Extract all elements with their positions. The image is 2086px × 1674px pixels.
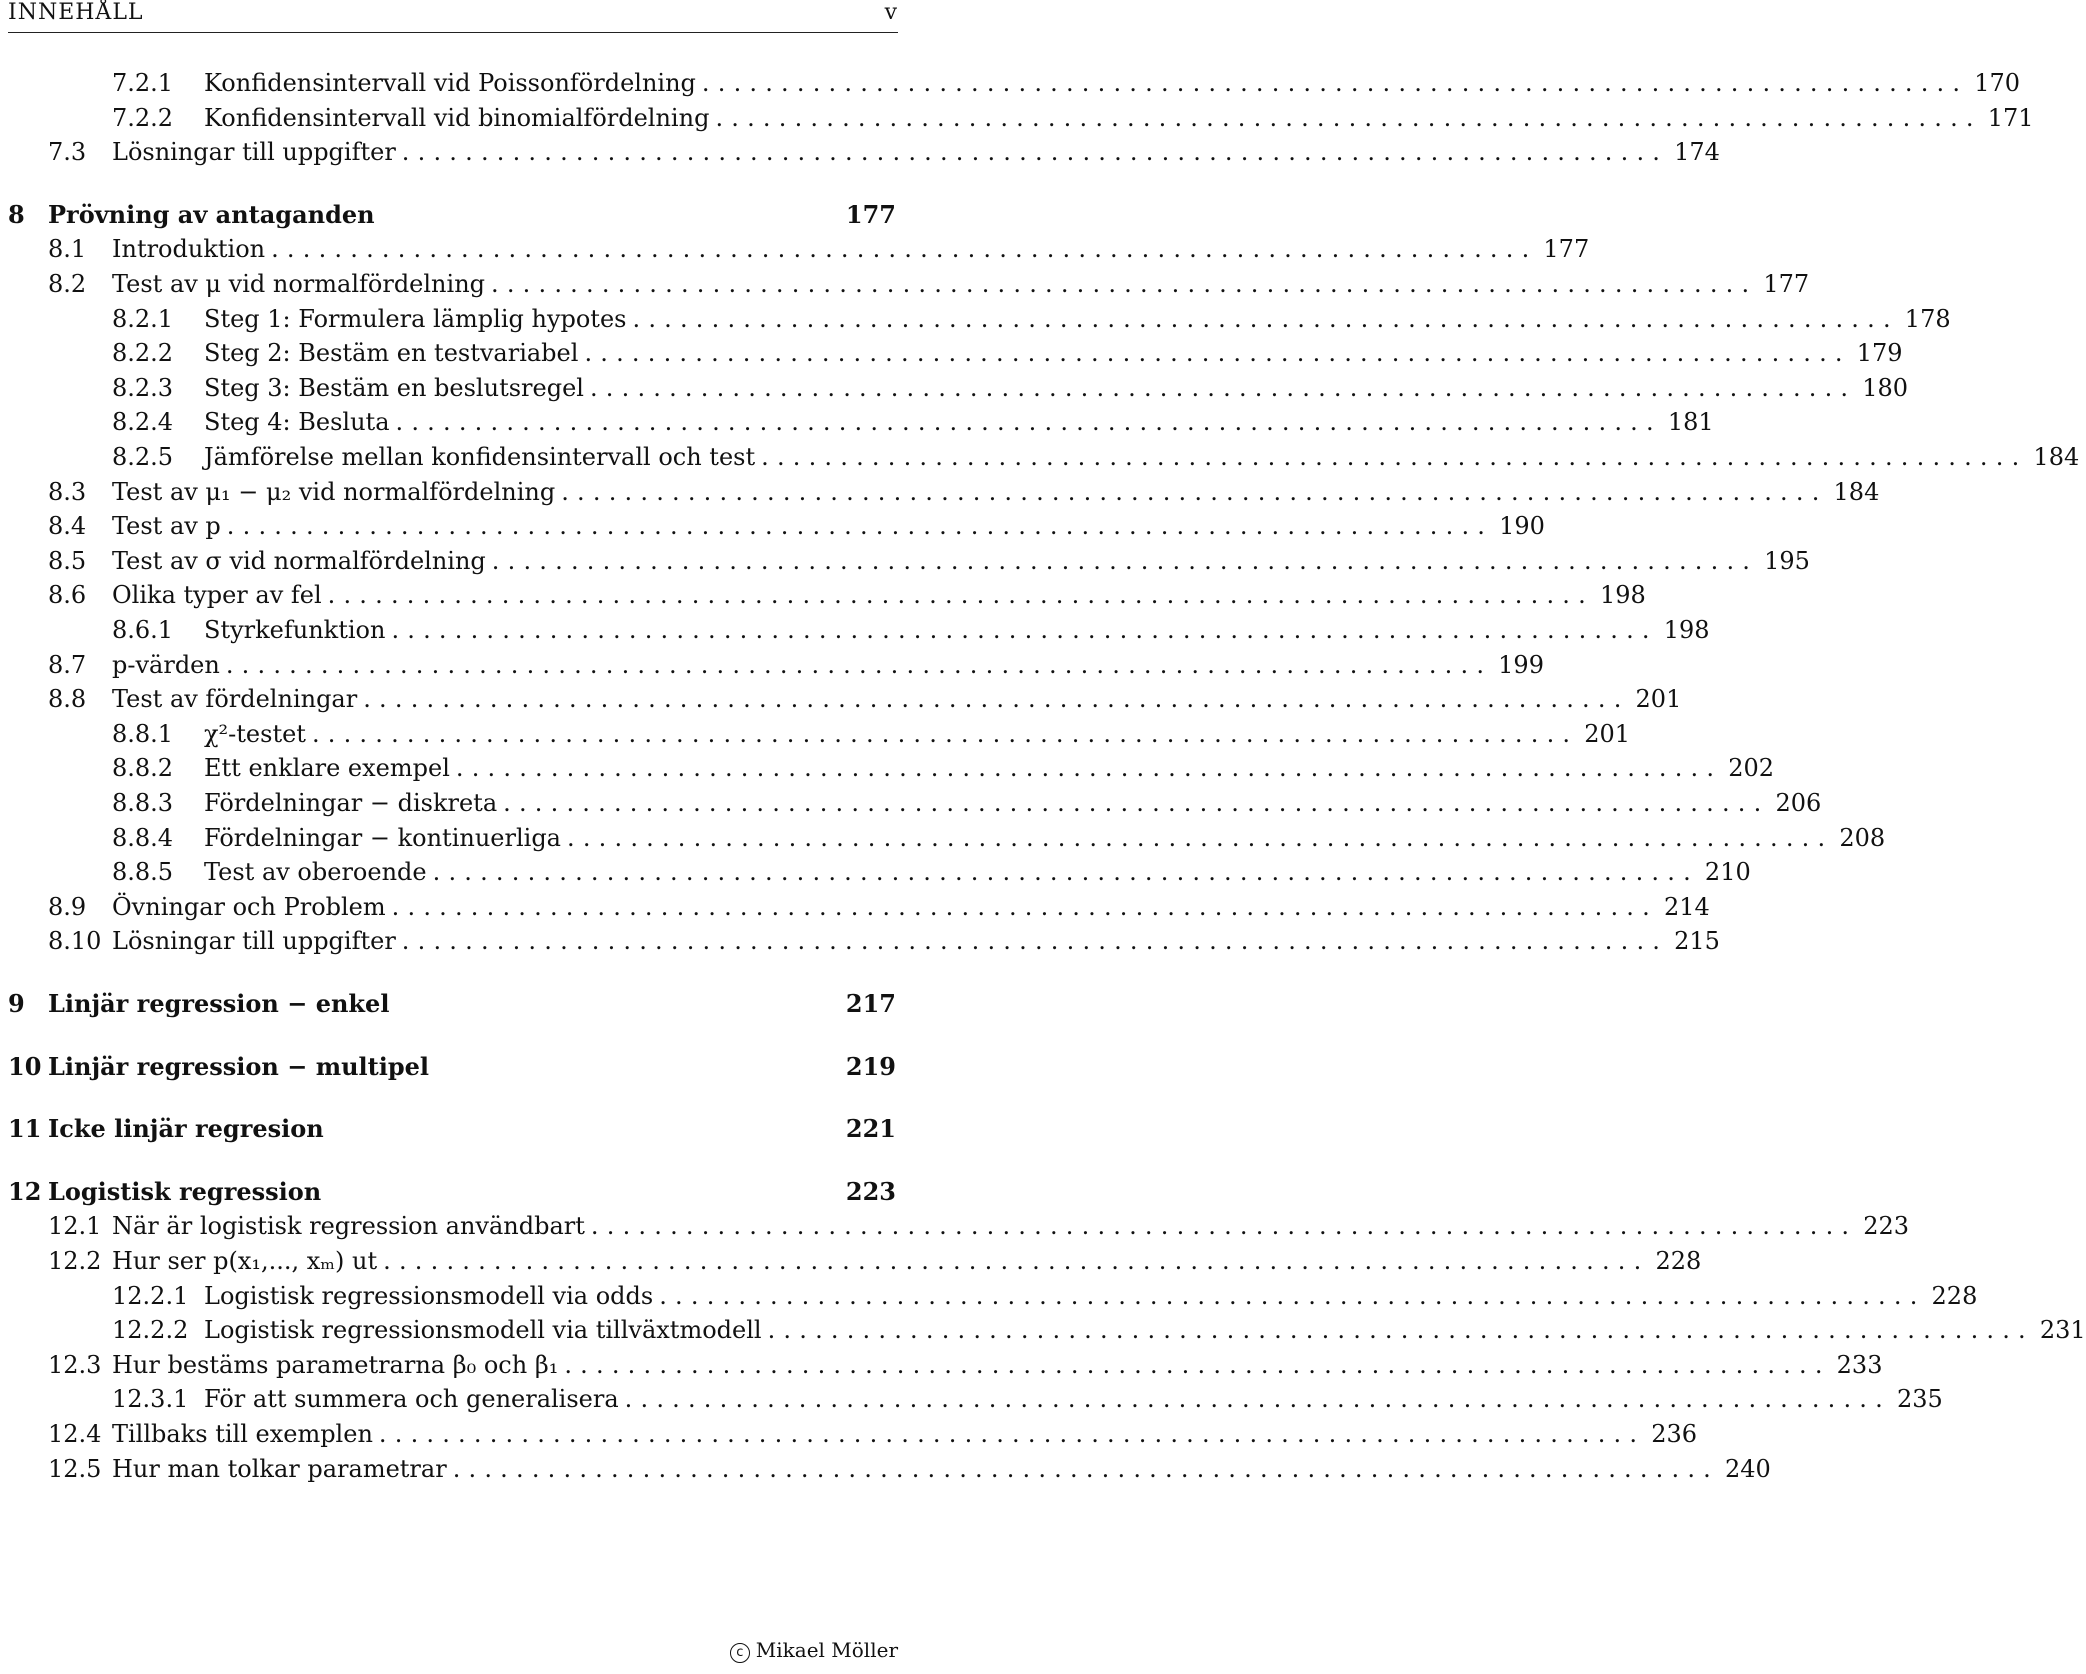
toc-entry-number: 8.5 — [48, 546, 87, 575]
toc-entry-title: Olika typer av fel — [112, 581, 322, 610]
header-page-number: v — [884, 0, 898, 25]
toc-entry-row[interactable] — [8, 1452, 1771, 1486]
toc-entry-title: Icke linjär regresion — [48, 1114, 324, 1144]
toc-entry-title: Steg 4: Besluta — [204, 408, 390, 437]
toc-entry-row[interactable] — [8, 786, 1822, 820]
toc-page-number: 231 — [2039, 1316, 2086, 1345]
toc-dot-leader: ................................................................................ — [761, 443, 2028, 471]
toc-dot-leader: ................................................................................ — [452, 1454, 1719, 1483]
toc-entry-title: Hur ser p(x₁,..., xₘ) ut — [112, 1247, 378, 1275]
copyright-footer — [730, 1638, 898, 1663]
toc-entry-number: 12.2.2 — [112, 1316, 189, 1345]
toc-entry-number: 7.2.2 — [112, 103, 174, 132]
toc-entry-number: 12.1 — [48, 1212, 102, 1241]
toc-entry-number: 11 — [8, 1114, 42, 1144]
toc-entry-number: 8.8.1 — [112, 719, 174, 748]
toc-dot-leader: ................................................................................ — [401, 927, 1669, 956]
toc-entry-row[interactable] — [8, 544, 1810, 578]
toc-entry-title: För att summera och generalisera — [204, 1385, 619, 1414]
toc-entry-row[interactable] — [8, 1209, 1910, 1243]
toc-entry-number: 8 — [8, 199, 25, 229]
toc-entry-row[interactable] — [8, 924, 1720, 958]
toc-dot-leader: ................................................................................ — [383, 1247, 1650, 1275]
toc-entry-row[interactable] — [8, 682, 1682, 716]
toc-entry-row[interactable] — [8, 1244, 1702, 1278]
toc-entry-title: Test av μ₁ − μ₂ vid normalfördelning — [112, 477, 556, 506]
toc-entry-title: Lösningar till uppgifter — [112, 927, 396, 956]
toc-entry-title: Steg 1: Formulera lämplig hypotes — [204, 304, 627, 333]
toc-page-number: 198 — [1663, 616, 1710, 644]
toc-entry-row[interactable] — [8, 135, 1720, 169]
toc-entry-title: När är logistisk regression användbart — [112, 1212, 585, 1241]
toc-entry-row[interactable] — [8, 66, 2021, 100]
toc-page-number: 198 — [1599, 581, 1646, 610]
toc-entry-title: Logistisk regressionsmodell via odds — [204, 1281, 654, 1310]
toc-page-number: 177 — [1763, 270, 1810, 298]
toc-page-number: 223 — [1863, 1212, 1910, 1241]
toc-page-number: 174 — [1674, 138, 1720, 167]
toc-entry-number: 8.3 — [48, 477, 87, 506]
toc-entry-row[interactable] — [8, 101, 2034, 135]
toc-page-number: 177 — [845, 199, 896, 229]
toc-page-number: 206 — [1775, 789, 1822, 817]
toc-dot-leader: ................................................................................ — [363, 685, 1630, 714]
toc-entry-title: Test av oberoende — [204, 858, 427, 887]
toc-dot-leader: ................................................................................ — [395, 408, 1662, 437]
toc-entry-number: 8.10 — [48, 927, 102, 956]
toc-entry-title: Fördelningar − diskreta — [204, 789, 498, 817]
toc-dot-leader: ................................................................................ — [503, 789, 1770, 817]
toc-dot-leader: ................................................................................ — [391, 892, 1658, 921]
toc-page-number: 215 — [1674, 927, 1720, 956]
toc-entry-number: 8.1 — [48, 235, 87, 264]
toc-page-number: 181 — [1667, 408, 1714, 437]
toc-entry-number: 7.2.1 — [112, 69, 174, 97]
toc-entry-number: 12.3 — [48, 1350, 102, 1379]
toc-dot-leader: ................................................................................ — [624, 1385, 1891, 1414]
toc-page-number: 202 — [1728, 754, 1774, 783]
toc-dot-leader: ................................................................................ — [401, 138, 1669, 167]
toc-entry-number: 9 — [8, 989, 25, 1018]
toc-entry-row[interactable] — [8, 302, 1951, 336]
toc-entry-row[interactable] — [8, 1313, 2086, 1347]
toc-entry-title: Steg 3: Bestäm en beslutsregel — [204, 373, 584, 402]
toc-dot-leader: ................................................................................ — [589, 373, 1857, 402]
toc-dot-leader: ................................................................................ — [564, 1350, 1831, 1379]
toc-entry-number: 8.8 — [48, 685, 87, 714]
toc-entry-title: Jämförelse mellan konfidensintervall och test — [204, 443, 756, 471]
toc-page-number: 177 — [1543, 235, 1590, 264]
toc-entry-row[interactable] — [8, 1382, 1943, 1416]
toc-page-number: 201 — [1584, 719, 1631, 748]
toc-page-number: 208 — [1839, 823, 1886, 852]
toc-dot-leader: ................................................................................ — [311, 719, 1579, 748]
toc-dot-leader: ................................................................................ — [659, 1281, 1926, 1310]
toc-entry-title: Linjär regression − enkel — [48, 989, 390, 1018]
toc-page-number: 240 — [1725, 1454, 1771, 1483]
toc-page-number: 178 — [1904, 304, 1951, 333]
toc-entry-number: 8.8.3 — [112, 789, 174, 817]
toc-page-number: 228 — [1931, 1281, 1978, 1310]
toc-page-number: 214 — [1663, 892, 1710, 921]
toc-entry-row[interactable] — [8, 405, 1714, 439]
toc-page-number: 195 — [1764, 546, 1810, 575]
toc-chapter-row[interactable] — [8, 987, 896, 1021]
toc-entry-title: Introduktion — [112, 235, 266, 264]
toc-entry-number: 8.2.1 — [112, 304, 174, 333]
toc-entry-title: Konfidensintervall vid binomialfördelning — [204, 103, 710, 132]
toc-entry-row[interactable] — [8, 648, 1544, 682]
toc-entry-title: Tillbaks till exemplen — [112, 1420, 373, 1448]
copyright-icon: c — [730, 1643, 750, 1663]
toc-entry-title: Test av σ vid normalfördelning — [112, 546, 486, 575]
toc-page-number: 217 — [845, 989, 896, 1018]
toc-entry-title: Logistisk regressionsmodell via tillväxtmodell — [204, 1316, 762, 1345]
toc-entry-row[interactable] — [8, 336, 1903, 370]
author-name: Mikael Möller — [755, 1638, 898, 1662]
toc-entry-title: Test av fördelningar — [112, 685, 358, 714]
toc-entry-row[interactable] — [8, 1417, 1698, 1451]
toc-page-number: 184 — [2033, 443, 2080, 471]
toc-page-number: 236 — [1651, 1420, 1698, 1448]
toc-entry-number: 8.2.2 — [112, 339, 174, 368]
toc-chapter-row[interactable] — [8, 198, 896, 232]
toc-entry-title: Test av μ vid normalfördelning — [112, 270, 486, 298]
toc-page-number: 228 — [1655, 1247, 1702, 1275]
running-header — [8, 0, 898, 33]
toc-entry-title: χ²-testet — [204, 719, 306, 748]
toc-page-number: 221 — [845, 1114, 896, 1144]
toc-dot-leader: ................................................................................ — [378, 1420, 1646, 1448]
toc-page-number: 179 — [1856, 339, 1903, 368]
toc-entry-title: Ett enklare exempel — [204, 754, 450, 783]
toc-entry-title: Konfidensintervall vid Poissonfördelning — [204, 69, 696, 97]
toc-entry-number: 10 — [8, 1051, 42, 1081]
toc-entry-number: 8.2.3 — [112, 373, 174, 402]
toc-entry-number: 8.2.4 — [112, 408, 174, 437]
toc-entry-row[interactable] — [8, 613, 1710, 647]
toc-entry-title: Övningar och Problem — [112, 892, 386, 921]
toc-entry-title: Hur bestäms parametrarna β₀ och β₁ — [112, 1350, 559, 1379]
toc-entry-number: 8.8.2 — [112, 754, 174, 783]
toc-entry-row[interactable] — [8, 578, 1646, 612]
toc-entry-row[interactable] — [8, 267, 1810, 301]
toc-entry-number: 8.6 — [48, 581, 87, 610]
toc-dot-leader: ................................................................................ — [715, 103, 1982, 132]
toc-chapter-row[interactable] — [8, 1112, 896, 1146]
toc-page-number: 201 — [1635, 685, 1682, 714]
toc-entry-number: 7.3 — [48, 138, 87, 167]
toc-chapter-row[interactable] — [8, 1050, 896, 1084]
toc-entry-row[interactable] — [8, 1279, 1978, 1313]
toc-page-number: 170 — [1974, 69, 2021, 97]
header-section-title: INNEHÅLL — [8, 0, 144, 25]
toc-entry-number: 8.8.4 — [112, 823, 174, 852]
toc-entry-title: Steg 2: Bestäm en testvariabel — [204, 339, 579, 368]
toc-dot-leader: ................................................................................ — [225, 650, 1493, 679]
toc-entry-row[interactable] — [8, 232, 1590, 266]
toc-page-number: 199 — [1498, 650, 1544, 679]
toc-entry-row[interactable] — [8, 475, 1880, 509]
toc-entry-number: 8.7 — [48, 650, 87, 679]
toc-entry-row[interactable] — [8, 717, 1631, 751]
toc-entry-title: Fördelningar − kontinuerliga — [204, 823, 561, 852]
toc-dot-leader: ................................................................................ — [701, 69, 1969, 97]
toc-entry-number: 12.2.1 — [112, 1281, 189, 1310]
toc-entry-title: Test av p — [112, 512, 221, 541]
toc-dot-leader: ................................................................................ — [584, 339, 1851, 368]
toc-entry-number: 8.4 — [48, 512, 87, 541]
toc-dot-leader: ................................................................................ — [432, 858, 1699, 887]
toc-entry-title: Styrkefunktion — [204, 616, 386, 644]
toc-entry-number: 12.5 — [48, 1454, 102, 1483]
toc-dot-leader: ................................................................................ — [567, 823, 1834, 852]
toc-entry-number: 12 — [8, 1176, 42, 1206]
toc-entry-row[interactable] — [8, 751, 1774, 785]
toc-page-number: 223 — [845, 1176, 896, 1206]
toc-entry-title: Linjär regression − multipel — [48, 1051, 430, 1081]
toc-entry-title: p-värden — [112, 650, 220, 679]
toc-page-number: 210 — [1704, 858, 1751, 887]
toc-entry-row[interactable] — [8, 1348, 1883, 1382]
toc-entry-number: 8.2.5 — [112, 443, 174, 471]
toc-entry-row[interactable] — [8, 371, 1909, 405]
toc-dot-leader: ................................................................................ — [391, 616, 1658, 644]
toc-dot-leader: ................................................................................ — [327, 581, 1594, 610]
toc-entry-number: 8.8.5 — [112, 858, 174, 887]
toc-page-number: 184 — [1833, 477, 1880, 506]
toc-entry-number: 8.2 — [48, 270, 87, 298]
toc-page-number: 219 — [845, 1051, 896, 1081]
toc-page-number: 180 — [1862, 373, 1909, 402]
toc-entry-row[interactable] — [8, 440, 2080, 474]
toc-entry-number: 12.2 — [48, 1247, 102, 1275]
toc-entry-number: 8.6.1 — [112, 616, 174, 644]
toc-dot-leader: ................................................................................ — [271, 235, 1538, 264]
toc-dot-leader: ................................................................................ — [632, 304, 1899, 333]
toc-entry-row[interactable] — [8, 890, 1710, 924]
toc-entry-number: 12.3.1 — [112, 1385, 189, 1414]
toc-chapter-row[interactable] — [8, 1175, 896, 1209]
toc-entry-title: Lösningar till uppgifter — [112, 138, 396, 167]
toc-entry-title: Hur man tolkar parametrar — [112, 1454, 447, 1483]
toc-dot-leader: ................................................................................ — [491, 546, 1759, 575]
toc-page-number: 171 — [1987, 103, 2034, 132]
toc-page-number: 235 — [1896, 1385, 1943, 1414]
toc-entry-title: Prövning av antaganden — [48, 199, 375, 229]
toc-entry-row[interactable] — [8, 821, 1886, 855]
toc-dot-leader: ................................................................................ — [767, 1316, 2034, 1345]
toc-dot-leader: ................................................................................ — [590, 1212, 1858, 1241]
toc-entry-row[interactable] — [8, 509, 1545, 543]
toc-dot-leader: ................................................................................ — [226, 512, 1494, 541]
toc-dot-leader: ................................................................................ — [561, 477, 1828, 506]
toc-entry-number: 12.4 — [48, 1420, 102, 1448]
toc-dot-leader: ................................................................................ — [491, 270, 1758, 298]
toc-entry-title: Logistisk regression — [48, 1176, 322, 1206]
toc-entry-row[interactable] — [8, 855, 1751, 889]
toc-page-number: 233 — [1836, 1350, 1883, 1379]
toc-dot-leader: ................................................................................ — [455, 754, 1723, 783]
toc-entry-number: 8.9 — [48, 892, 87, 921]
toc-page-number: 190 — [1499, 512, 1545, 541]
